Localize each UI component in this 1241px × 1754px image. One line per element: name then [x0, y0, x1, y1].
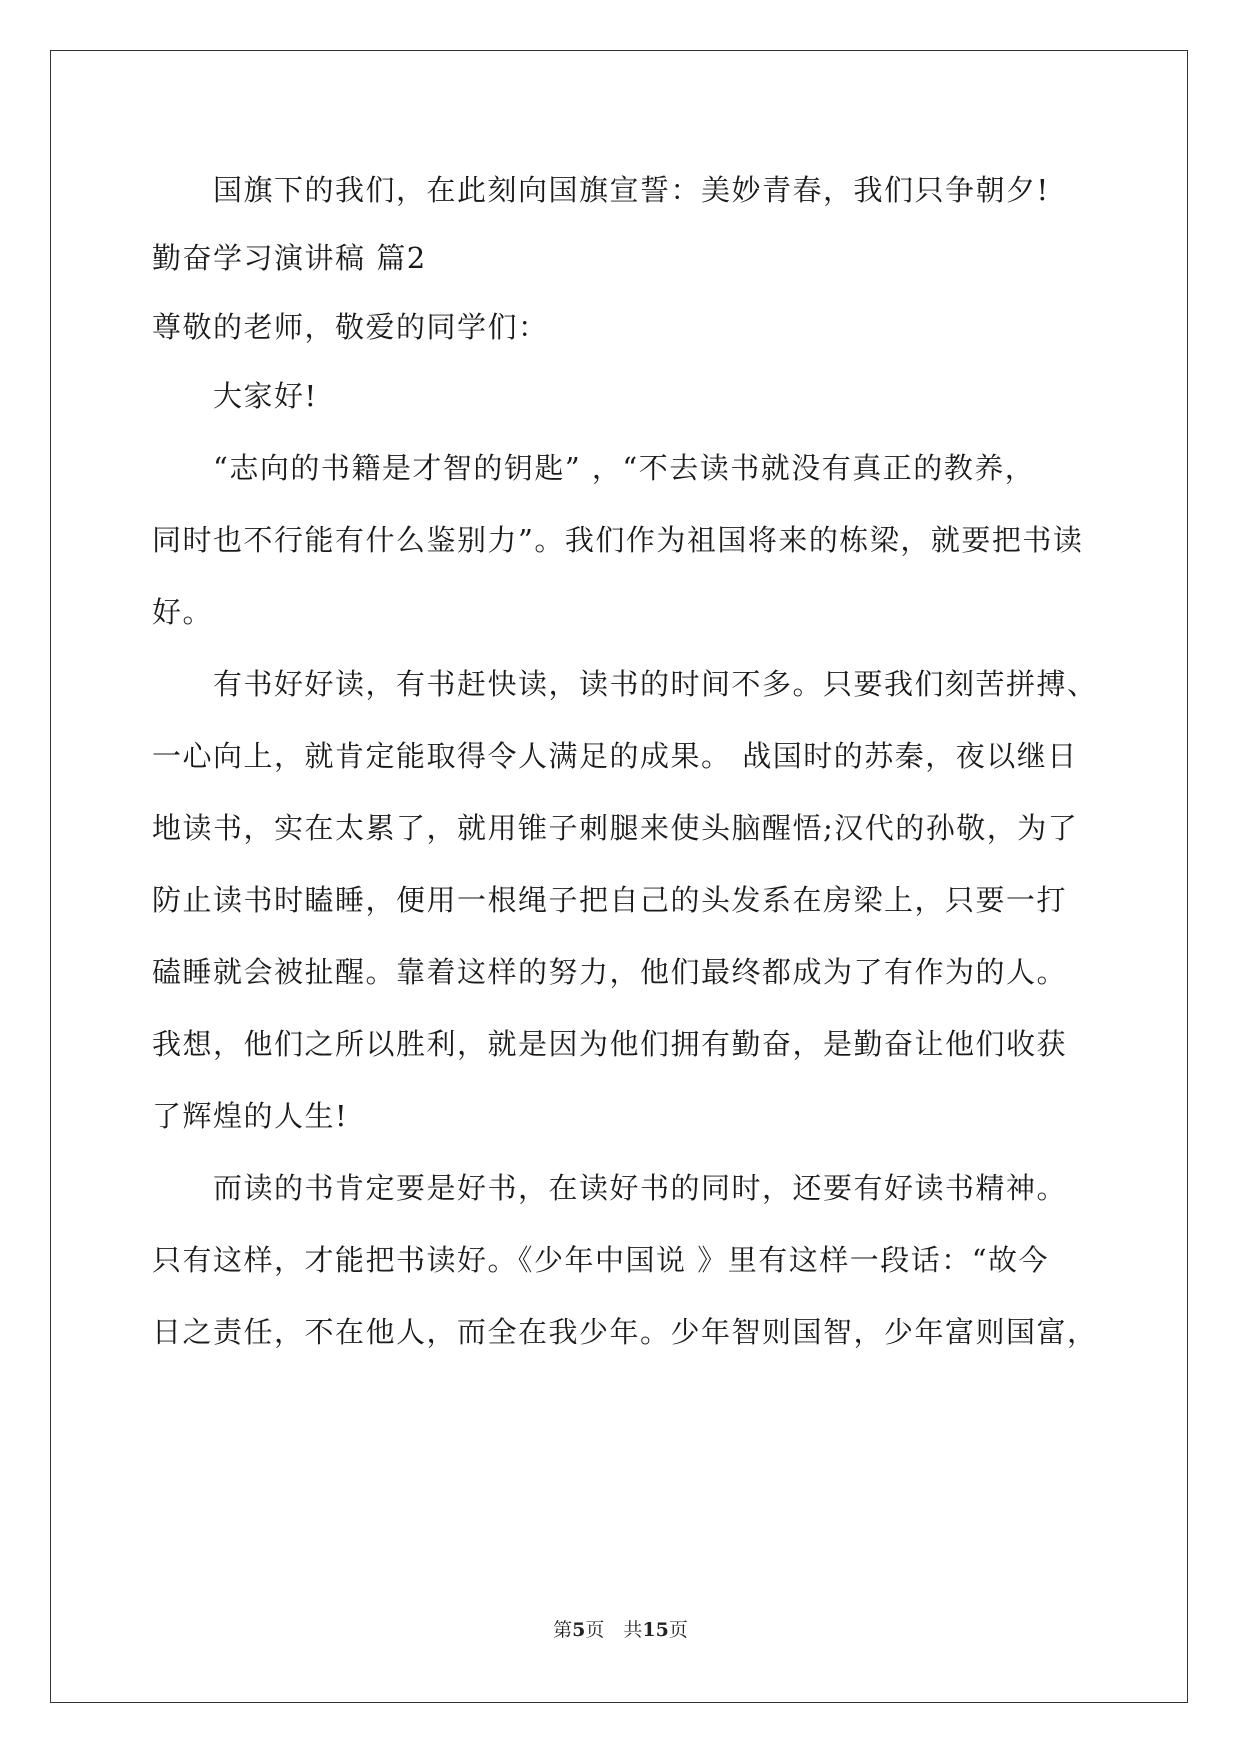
text-line: 磕睡就会被扯醒。靠着这样的努力，他们最终都成为了有作为的人。 — [152, 955, 1068, 989]
current-page-number: 5 — [572, 1619, 586, 1641]
text-line: 地读书，实在太累了，就用锥子刺腿来使头脑醒悟;汉代的孙敬，为了 — [152, 811, 1079, 845]
text-line: 日之责任，不在他人，而全在我少年。少年智则国智，少年富则国富， — [152, 1315, 1098, 1349]
text-line: 防止读书时瞌睡，便用一根绳子把自己的头发系在房梁上，只要一打 — [152, 883, 1068, 917]
greeting: 大家好! — [213, 379, 318, 413]
page-footer — [0, 1618, 1241, 1642]
text-line: 有书好好读，有书赶快读，读书的时间不多。只要我们刻苦拼搏、 — [213, 667, 1098, 701]
text-line: 国旗下的我们，在此刻向国旗宣誓：美妙青春，我们只争朝夕! — [213, 173, 1050, 207]
text-line: 只有这样，才能把书读好。《少年中国说 》里有这样一段话：“故今 — [152, 1243, 1050, 1277]
text-line: 一心向上，就肯定能取得令人满足的成果。 战国时的苏秦，夜以继日 — [152, 739, 1078, 773]
page-border — [50, 50, 1188, 1703]
text-line: 同时也不行能有什么鉴别力”。我们作为祖国将来的栋梁，就要把书读 — [152, 523, 1084, 557]
text-line: 了辉煌的人生! — [152, 1099, 349, 1133]
text-line: “志向的书籍是才智的钥匙” ，“不去读书就没有真正的教养， — [213, 451, 1036, 485]
text-line: 而读的书肯定要是好书，在读好书的同时，还要有好读书精神。 — [213, 1171, 1068, 1205]
footer-prefix: 第 — [553, 1619, 573, 1641]
footer-mid: 页 共 — [585, 1619, 643, 1641]
salutation: 尊敬的老师，敬爱的同学们： — [152, 310, 549, 344]
text-line: 我想，他们之所以胜利，就是因为他们拥有勤奋，是勤奋让他们收获 — [152, 1027, 1068, 1061]
footer-suffix: 页 — [668, 1619, 688, 1641]
total-page-count: 15 — [642, 1619, 669, 1641]
text-line: 好。 — [152, 595, 214, 629]
section-heading: 勤奋学习演讲稿 篇2 — [152, 241, 427, 275]
